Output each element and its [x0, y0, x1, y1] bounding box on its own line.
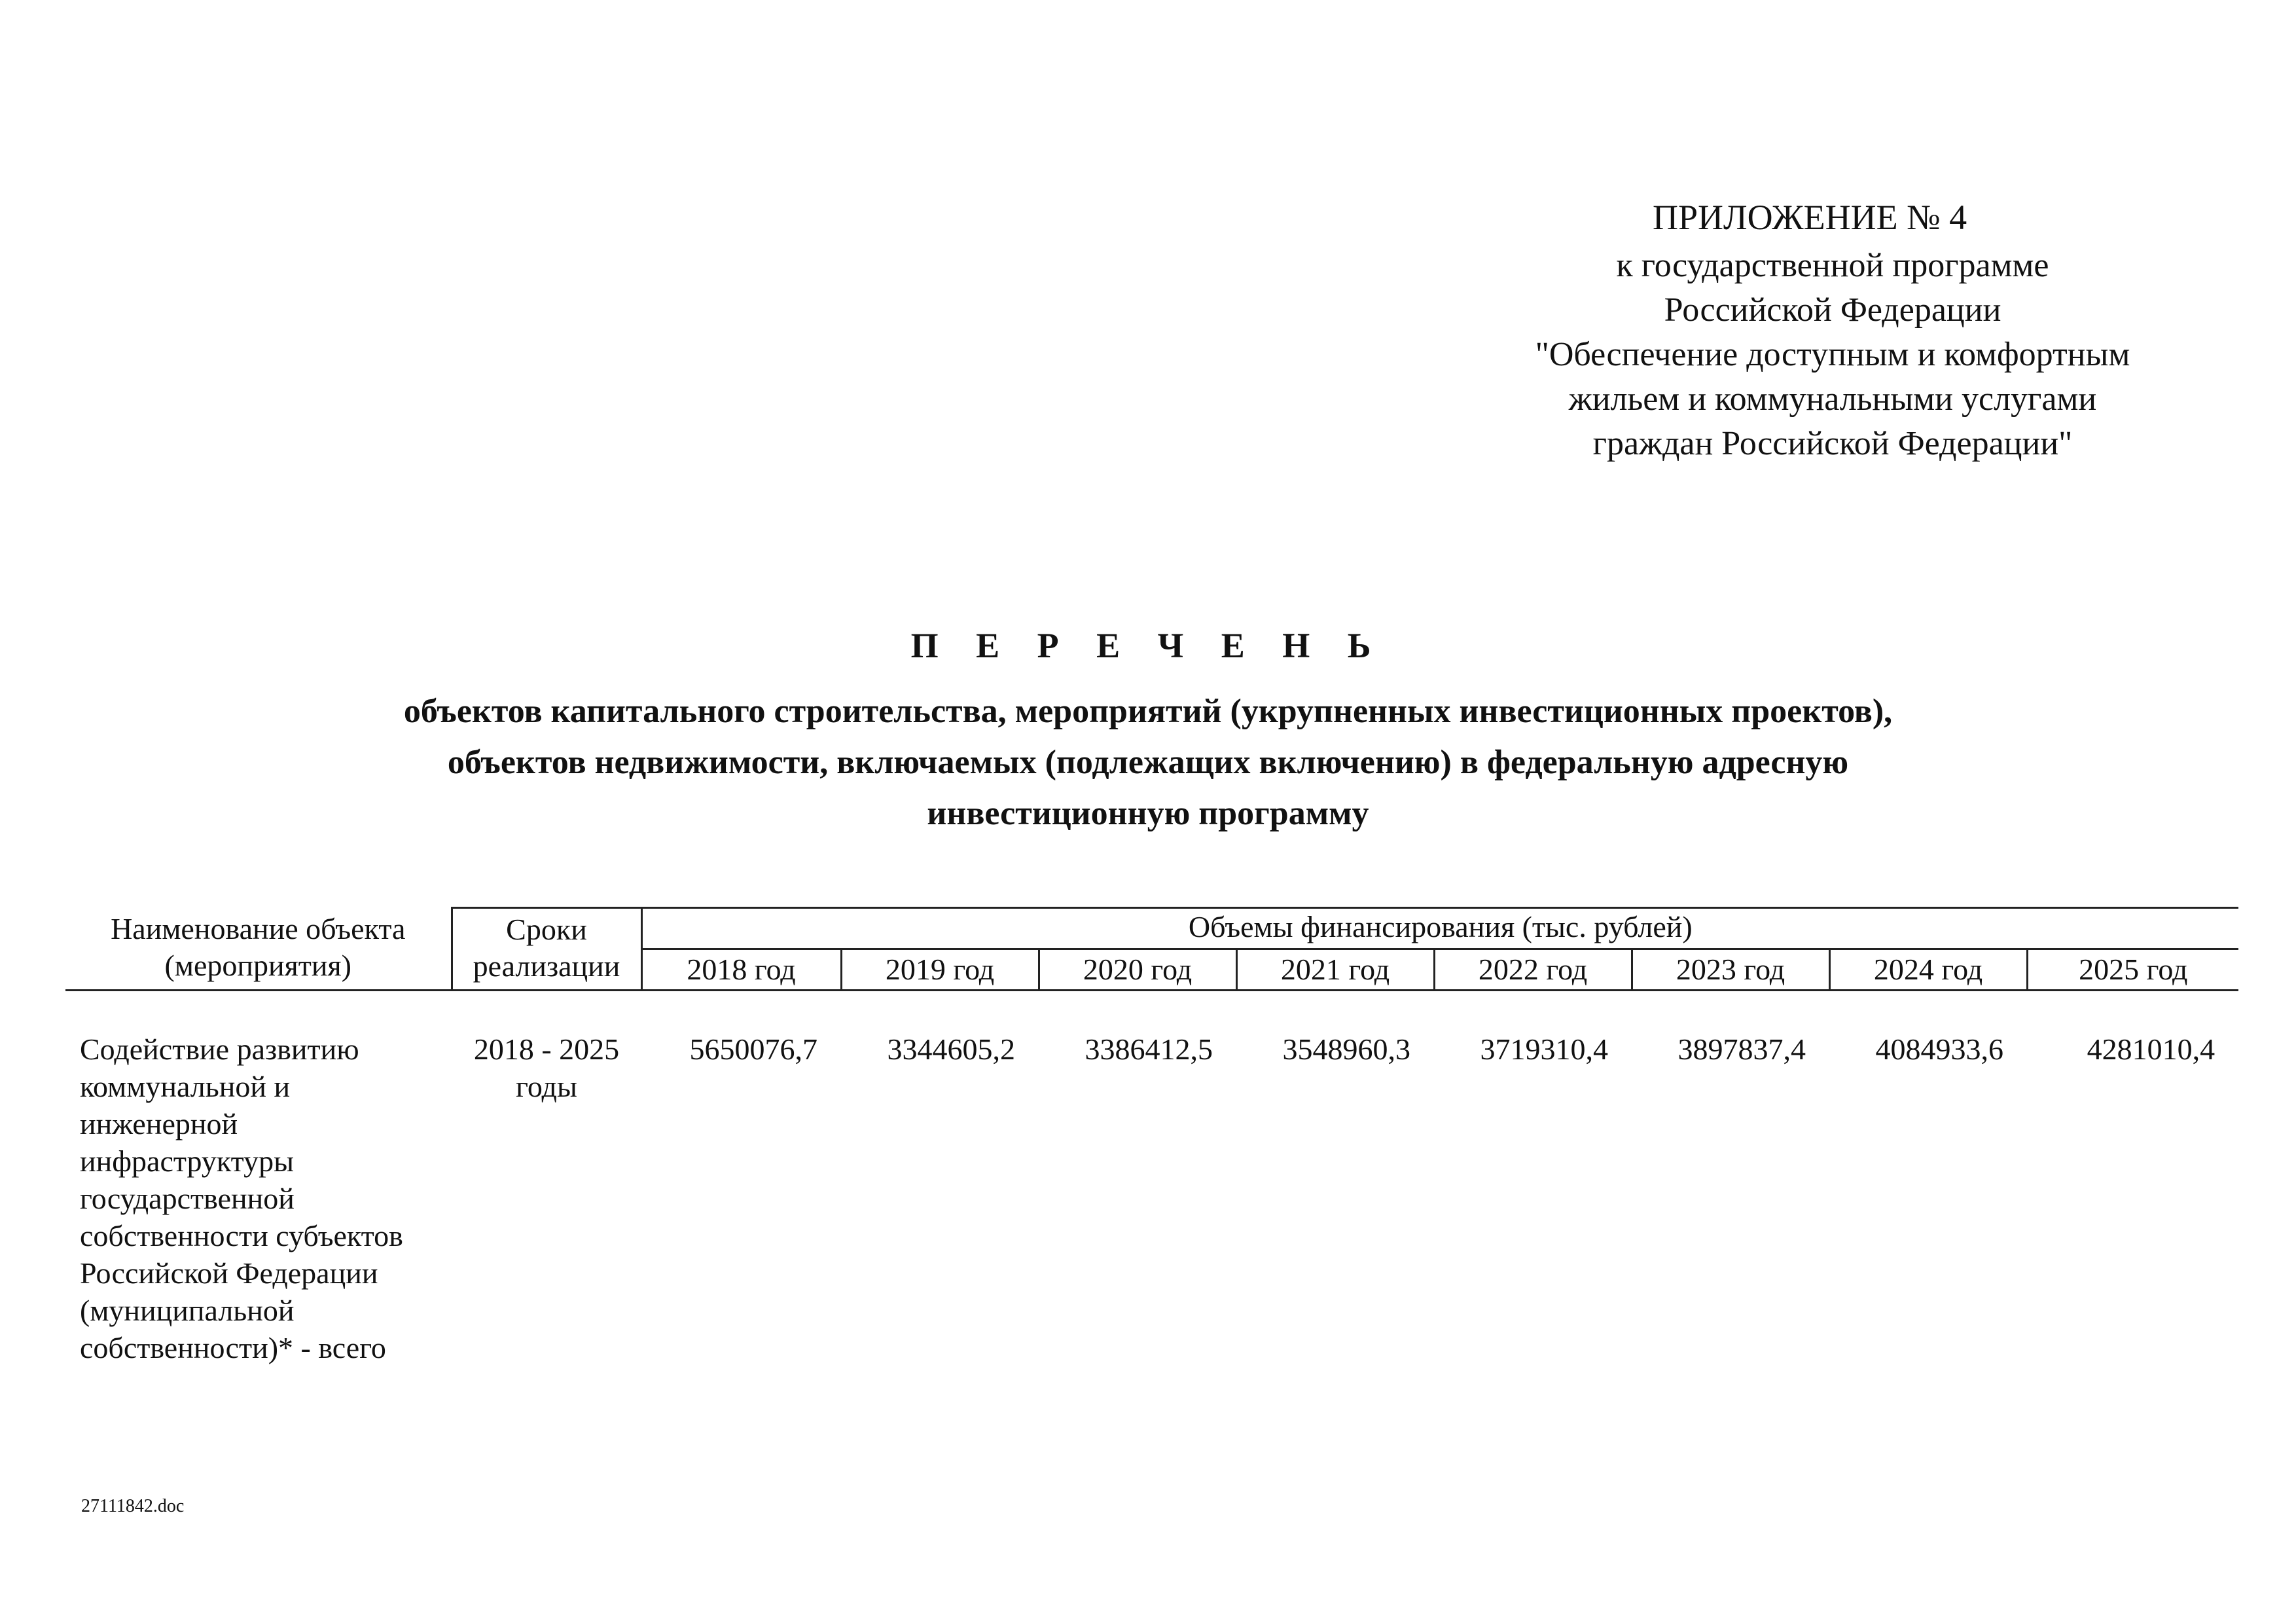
subtitle-line: объектов недвижимости, включаемых (подлежащих включению) в федеральную адресную	[447, 744, 1849, 781]
value-cell: 4084933,6	[1875, 1032, 2003, 1066]
appendix-title: ПРИЛОЖЕНИЕ № 4	[1653, 198, 1967, 237]
document-title: П Е Р Е Ч Е Н Ь	[910, 626, 1386, 665]
appendix-line: к государственной программе	[1616, 247, 2049, 284]
appendix-line: Российской Федерации	[1664, 291, 2001, 329]
value-cell: 3548960,3	[1282, 1032, 1410, 1066]
value-cell: 4281010,4	[2087, 1032, 2215, 1066]
header-year: 2024 год	[1829, 949, 2027, 990]
header-year: 2025 год	[2027, 949, 2238, 990]
header-period: Сроки реализации	[452, 908, 641, 991]
header-year: 2022 год	[1434, 949, 1632, 990]
header-year: 2018 год	[641, 949, 841, 990]
table-row	[65, 990, 2238, 1367]
appendix-block	[1427, 191, 2238, 466]
header-year: 2020 год	[1039, 949, 1236, 990]
document-subtitle	[0, 686, 2296, 839]
value-cell: 3386412,5	[1085, 1032, 1213, 1066]
financing-table-container	[65, 907, 2238, 1367]
header-year: 2019 год	[841, 949, 1039, 990]
object-name-cell: Содействие развитию коммунальной и инженерной инфраструктуры государственной собственности субъектов Российской Федерации (муниципальной собственности)* - всего	[80, 1032, 403, 1364]
header-year: 2021 год	[1236, 949, 1434, 990]
value-cell: 3344605,2	[887, 1032, 1015, 1066]
appendix-line: граждан Российской Федерации"	[1592, 425, 2073, 462]
value-cell: 3719310,4	[1480, 1032, 1608, 1066]
header-year: 2023 год	[1632, 949, 1829, 990]
appendix-line: жильем и коммунальными услугами	[1568, 380, 2097, 418]
header-financing-volume: Объемы финансирования (тыс. рублей)	[641, 908, 2238, 949]
footer-file-name: 27111842.doc	[81, 1496, 185, 1516]
subtitle-line: инвестиционную программу	[927, 795, 1369, 832]
period-cell: 2018 - 2025 годы	[473, 1032, 620, 1103]
value-cell: 3897837,4	[1677, 1032, 1806, 1066]
subtitle-line: объектов капитального строительства, мероприятий (укрупненных инвестиционных проектов),	[403, 693, 1893, 730]
financing-table	[65, 907, 2238, 1367]
header-object-name: Наименование объекта (мероприятия)	[65, 908, 452, 991]
value-cell: 5650076,7	[689, 1032, 817, 1066]
appendix-line: "Обеспечение доступным и комфортным	[1535, 336, 2130, 373]
